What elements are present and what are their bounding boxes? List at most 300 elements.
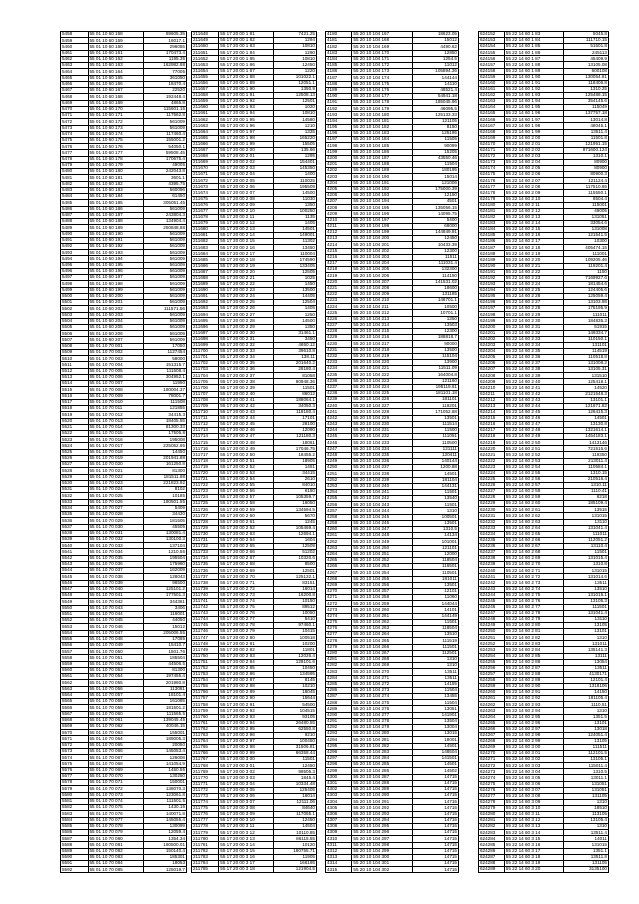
account-code-cell: 55 01 10 70 079 bbox=[89, 830, 144, 835]
amount-cell: 28100 bbox=[302, 422, 315, 427]
amount-cell: 561009 bbox=[169, 312, 185, 317]
account-code-cell: 55 01 10 70 084 bbox=[89, 861, 144, 866]
account-code-cell: 55 17 20 00 2 23 bbox=[219, 288, 274, 293]
row-id-cell: 211700 bbox=[192, 349, 219, 354]
account-code-cell: 55 20 10 104 188 bbox=[352, 162, 413, 167]
row-id-cell: 624205 bbox=[479, 355, 505, 360]
account-code-cell: 55 17 20 00 2 60 bbox=[219, 513, 274, 518]
row-id-cell: 4297 bbox=[326, 756, 352, 761]
ledger-table-a bbox=[60, 31, 187, 873]
amount-cell: 165220 bbox=[299, 135, 315, 140]
account-code-cell: 55 22 14 60 2 88 bbox=[505, 672, 564, 677]
amount-cell: 113081 bbox=[170, 686, 185, 691]
amount-cell: 1430.15 bbox=[168, 805, 185, 810]
account-code-cell: 55 22 14 60 2 75 bbox=[505, 593, 564, 598]
account-code-cell: 55 20 10 104 181 bbox=[352, 119, 413, 124]
row-id-cell: 4237 bbox=[326, 385, 352, 390]
amount-cell: 10050 bbox=[302, 610, 315, 616]
account-code-cell: 55 01 10 70 072 bbox=[89, 786, 144, 791]
row-id-cell: 4293 bbox=[326, 731, 352, 736]
account-code-cell: 55 20 10 104 227 bbox=[352, 403, 413, 408]
amount-cell: 111508.4 bbox=[166, 368, 185, 373]
row-id-cell: 211678 bbox=[192, 215, 219, 220]
amount-cell: 18045 bbox=[302, 690, 315, 695]
account-code-cell: 55 17 20 00 2 40 bbox=[219, 392, 274, 397]
row-id-cell: 624187 bbox=[479, 245, 505, 250]
row-id-cell: 211649 bbox=[192, 38, 219, 43]
row-id-cell: 624198 bbox=[479, 312, 505, 317]
row-id-cell: 211653 bbox=[192, 62, 219, 67]
account-code-cell: 55 01 10 70 041 bbox=[89, 593, 144, 598]
row-id-cell: 211712 bbox=[192, 422, 219, 427]
account-code-cell: 55 17 20 00 2 15 bbox=[219, 239, 274, 244]
account-code-cell: 55 01 10 60 165 bbox=[89, 76, 144, 81]
account-code-cell: 55 01 10 70 028 bbox=[89, 512, 144, 517]
row-id-cell: 5526 bbox=[61, 456, 89, 461]
amount-cell: 1310.25 bbox=[590, 86, 607, 92]
account-code-cell: 55 20 10 104 210 bbox=[352, 298, 413, 303]
amount-cell: 1135 bbox=[305, 214, 315, 220]
row-id-cell: 5567 bbox=[61, 712, 89, 717]
row-id-cell: 5492 bbox=[61, 244, 89, 249]
row-id-cell: 624245 bbox=[479, 599, 505, 604]
amount-cell: 1020 bbox=[304, 105, 315, 110]
row-id-cell: 4195 bbox=[326, 125, 352, 130]
account-code-cell: 55 17 20 00 1 97 bbox=[219, 130, 274, 135]
row-id-cell: 4230 bbox=[326, 341, 352, 346]
account-code-cell: 55 20 10 104 203 bbox=[352, 255, 413, 260]
account-code-cell: 55 17 20 00 3 13 bbox=[219, 836, 274, 841]
amount-cell: 81058 bbox=[302, 373, 315, 378]
account-code-cell: 55 20 10 104 167 bbox=[352, 32, 413, 37]
amount-cell: 7169927.6 bbox=[585, 275, 607, 280]
amount-cell: 721515.6 bbox=[587, 446, 607, 451]
account-code-cell: 55 17 20 00 2 56 bbox=[219, 489, 274, 494]
row-id-cell: 4284 bbox=[326, 676, 352, 681]
account-code-cell: 55 01 10 60 204 bbox=[89, 319, 144, 324]
row-id-cell: 624235 bbox=[479, 538, 505, 543]
row-id-cell: 624227 bbox=[479, 489, 505, 494]
row-id-cell: 5568 bbox=[61, 718, 89, 723]
amount-cell: 20050 bbox=[172, 742, 185, 748]
amount-cell: 111501 bbox=[442, 644, 457, 649]
row-id-cell: 211668 bbox=[192, 154, 219, 159]
account-code-cell: 55 17 20 00 2 17 bbox=[219, 251, 274, 256]
row-id-cell: 624230 bbox=[479, 507, 505, 512]
amount-cell: 15644 bbox=[302, 696, 315, 701]
amount-cell: 81300.33 bbox=[165, 424, 185, 430]
account-code-cell: 55 17 20 00 1 86 bbox=[219, 62, 274, 67]
account-code-cell: 55 17 20 00 3 11 bbox=[219, 824, 274, 829]
account-code-cell: 55 01 10 60 177 bbox=[89, 150, 144, 155]
amount-cell: 150001 bbox=[169, 780, 185, 785]
account-code-cell: 55 20 10 104 219 bbox=[352, 354, 413, 359]
amount-cell: 1295 bbox=[304, 153, 315, 159]
amount-cell: 13504 bbox=[444, 718, 457, 724]
amount-cell: 1310 bbox=[446, 656, 457, 662]
account-code-cell: 55 01 10 70 081 bbox=[89, 842, 144, 847]
account-code-cell: 55 01 10 60 178 bbox=[89, 157, 144, 162]
account-code-cell: 55 20 10 104 217 bbox=[352, 341, 413, 346]
account-code-cell: 55 22 14 60 2 80 bbox=[505, 623, 564, 628]
row-id-cell: 4283 bbox=[326, 669, 352, 674]
row-id-cell: 624270 bbox=[479, 751, 505, 756]
amount-cell: 13111 bbox=[594, 653, 607, 658]
account-code-cell: 55 20 10 104 266 bbox=[352, 645, 413, 650]
account-code-cell: 55 17 20 00 2 44 bbox=[219, 416, 274, 421]
amount-cell: 151315.7 bbox=[165, 362, 185, 367]
row-id-cell: 211719 bbox=[192, 465, 219, 470]
row-id-cell: 211710 bbox=[192, 410, 219, 415]
amount-cell: 115001 bbox=[591, 202, 607, 207]
row-id-cell: 4307 bbox=[326, 818, 352, 823]
account-code-cell: 55 20 10 104 248 bbox=[352, 533, 413, 538]
amount-cell: 14715 bbox=[444, 799, 457, 804]
row-id-cell: 211708 bbox=[192, 398, 219, 403]
row-id-cell: 624188 bbox=[479, 251, 505, 256]
account-code-cell: 55 20 10 104 297 bbox=[352, 836, 413, 841]
row-id-cell: 624183 bbox=[479, 221, 505, 226]
account-code-cell: 55 22 14 60 2 95 bbox=[505, 715, 564, 720]
row-id-cell: 624234 bbox=[479, 532, 505, 537]
row-id-cell: 211692 bbox=[192, 300, 219, 305]
account-code-cell: 55 20 10 104 270 bbox=[352, 669, 413, 674]
account-code-cell: 55 20 10 104 179 bbox=[352, 106, 413, 111]
amount-cell: 170473.4 bbox=[165, 50, 185, 56]
account-code-cell: 55 20 10 104 187 bbox=[352, 156, 413, 161]
amount-cell: 12509 bbox=[302, 543, 315, 549]
row-id-cell: 5534 bbox=[61, 506, 89, 511]
amount-cell: 18001 bbox=[444, 737, 457, 742]
account-code-cell: 55 20 10 104 173 bbox=[352, 69, 413, 74]
account-code-cell: 55 17 20 00 3 09 bbox=[219, 812, 274, 817]
row-id-cell: 211658 bbox=[192, 93, 219, 98]
amount-cell: 13054 bbox=[594, 659, 607, 664]
row-id-cell: 624169 bbox=[479, 136, 505, 141]
account-code-cell: 55 22 14 60 2 24 bbox=[505, 282, 564, 287]
amount-cell: 39610.8 bbox=[298, 348, 315, 354]
row-id-cell: 211696 bbox=[192, 325, 219, 330]
account-code-cell: 55 22 14 60 3 05 bbox=[505, 775, 564, 780]
account-code-cell: 55 17 20 00 3 08 bbox=[219, 806, 274, 811]
row-id-cell: 5539 bbox=[61, 537, 89, 542]
row-id-cell: 211693 bbox=[192, 306, 219, 311]
account-code-cell: 55 01 10 60 161 bbox=[89, 51, 144, 56]
row-id-cell: 211778 bbox=[192, 824, 219, 829]
row-id-cell: 624207 bbox=[479, 367, 505, 372]
row-id-cell: 4204 bbox=[326, 181, 352, 186]
row-id-cell: 211691 bbox=[192, 294, 219, 299]
row-id-cell: 624189 bbox=[479, 257, 505, 262]
account-code-cell: 55 01 10 70 033 bbox=[89, 543, 144, 548]
amount-cell: 17046.75 bbox=[295, 446, 315, 451]
amount-cell: 111519 bbox=[442, 638, 457, 643]
row-id-cell: 211758 bbox=[192, 702, 219, 707]
amount-cell: 13511.8 bbox=[590, 854, 607, 859]
row-id-cell: 5470 bbox=[61, 107, 89, 112]
row-id-cell: 624246 bbox=[479, 605, 505, 610]
row-id-cell: 211738 bbox=[192, 580, 219, 585]
account-code-cell: 55 17 20 00 2 45 bbox=[219, 422, 274, 427]
row-id-cell: 4223 bbox=[326, 298, 352, 303]
amount-cell: 1454183.1 bbox=[585, 434, 607, 439]
row-id-cell: 5505 bbox=[61, 325, 89, 330]
row-id-cell: 4185 bbox=[326, 63, 352, 68]
account-code-cell: 55 01 10 70 070 bbox=[89, 774, 144, 779]
amount-cell: 111011 bbox=[592, 531, 607, 536]
amount-cell: 13051 bbox=[444, 706, 457, 711]
account-code-cell: 55 22 14 60 2 38 bbox=[505, 367, 564, 372]
amount-cell: 14500 bbox=[302, 318, 315, 323]
account-code-cell: 55 17 20 00 2 80 bbox=[219, 635, 274, 640]
amount-cell: 114519 bbox=[591, 348, 607, 354]
account-code-cell: 55 01 10 70 058 bbox=[89, 699, 144, 704]
amount-cell: 213011.4 bbox=[588, 458, 607, 463]
amount-cell: 8504.4 bbox=[592, 196, 607, 201]
row-id-cell: 4208 bbox=[326, 205, 352, 210]
account-code-cell: 55 17 20 00 2 00 bbox=[219, 148, 274, 153]
row-id-cell: 624257 bbox=[479, 672, 505, 677]
row-id-cell: 4270 bbox=[326, 589, 352, 594]
amount-cell: 141054.9 bbox=[165, 761, 185, 766]
amount-cell: 180501.55 bbox=[163, 499, 185, 504]
amount-cell: 80948.36 bbox=[295, 379, 315, 384]
row-id-cell: 4246 bbox=[326, 440, 352, 445]
row-id-cell: 5566 bbox=[61, 705, 89, 710]
row-id-cell: 211714 bbox=[192, 434, 219, 439]
amount-cell: 11511 bbox=[444, 254, 457, 260]
amount-cell: 12501 bbox=[302, 568, 315, 573]
amount-cell: 16050 bbox=[302, 501, 315, 506]
account-code-cell: 55 20 10 104 233 bbox=[352, 440, 413, 445]
row-id-cell: 4256 bbox=[326, 502, 352, 507]
amount-cell: 1110.41 bbox=[591, 489, 607, 494]
row-id-cell: 4263 bbox=[326, 546, 352, 551]
account-code-cell: 55 22 14 60 2 21 bbox=[505, 264, 564, 269]
account-code-cell: 55 22 14 60 2 41 bbox=[505, 385, 564, 390]
account-code-cell: 55 22 14 60 1 86 bbox=[505, 50, 564, 55]
amount-cell: 135141.3 bbox=[587, 647, 607, 652]
row-id-cell: 5585 bbox=[61, 824, 89, 829]
amount-cell: 9210 bbox=[304, 732, 315, 738]
account-code-cell: 55 20 10 104 261 bbox=[352, 614, 413, 619]
account-code-cell: 55 17 20 00 1 83 bbox=[219, 44, 274, 49]
amount-cell: 44050 bbox=[172, 618, 185, 623]
account-code-cell: 55 17 20 00 1 89 bbox=[219, 81, 274, 86]
amount-cell: 14715 bbox=[444, 793, 457, 798]
amount-cell: 177501.3 bbox=[165, 593, 185, 598]
account-code-cell: 55 01 10 70 085 bbox=[89, 867, 144, 872]
account-code-cell: 55 01 10 70 032 bbox=[89, 537, 144, 542]
amount-cell: 121124.4 bbox=[588, 178, 607, 183]
amount-cell: 125132.1 bbox=[295, 574, 315, 579]
amount-cell: 111508 bbox=[170, 399, 185, 405]
amount-cell: 201640.2 bbox=[295, 361, 315, 366]
row-id-cell: 4192 bbox=[326, 106, 352, 111]
row-id-cell: 5535 bbox=[61, 512, 89, 517]
row-id-cell: 211716 bbox=[192, 446, 219, 451]
row-id-cell: 624209 bbox=[479, 379, 505, 384]
amount-cell: 1351.1 bbox=[592, 848, 607, 853]
account-code-cell: 55 01 10 60 201 bbox=[89, 300, 144, 305]
account-code-cell: 55 01 10 70 042 bbox=[89, 599, 144, 604]
account-code-cell: 55 20 10 104 247 bbox=[352, 527, 413, 532]
row-id-cell: 624179 bbox=[479, 197, 505, 202]
amount-cell: 561009 bbox=[169, 119, 185, 124]
row-id-cell: 5538 bbox=[61, 531, 89, 536]
row-id-cell: 624272 bbox=[479, 763, 505, 768]
row-id-cell: 624228 bbox=[479, 495, 505, 500]
row-id-cell: 4277 bbox=[326, 632, 352, 637]
row-id-cell: 5545 bbox=[61, 574, 89, 579]
account-code-cell: 55 20 10 104 277 bbox=[352, 713, 413, 718]
account-code-cell: 55 17 20 00 2 64 bbox=[219, 538, 274, 543]
row-id-cell: 624251 bbox=[479, 635, 505, 640]
row-id-cell: 4216 bbox=[326, 255, 352, 260]
account-code-cell: 55 17 20 00 2 27 bbox=[219, 312, 274, 317]
row-id-cell: 4217 bbox=[326, 261, 352, 266]
row-id-cell: 211676 bbox=[192, 203, 219, 208]
row-id-cell: 5487 bbox=[61, 213, 89, 218]
amount-cell: 195008 bbox=[169, 437, 185, 442]
amount-cell: 68000 bbox=[444, 223, 457, 229]
row-id-cell: 211671 bbox=[192, 172, 219, 177]
row-id-cell: 624177 bbox=[479, 184, 505, 189]
amount-cell: 14011 bbox=[594, 836, 607, 841]
amount-cell: 128101.6 bbox=[295, 659, 315, 664]
row-id-cell: 4244 bbox=[326, 428, 352, 433]
account-code-cell: 55 22 14 60 1 84 bbox=[505, 38, 564, 43]
amount-cell: 134594.5 bbox=[295, 507, 315, 512]
amount-cell: 160500.01 bbox=[163, 842, 185, 847]
account-code-cell: 55 17 20 00 2 08 bbox=[219, 197, 274, 202]
row-id-cell: 624285 bbox=[479, 842, 505, 847]
amount-cell: 11030 bbox=[302, 196, 315, 201]
row-id-cell: 624152 bbox=[479, 32, 505, 37]
row-id-cell: 624268 bbox=[479, 739, 505, 744]
account-code-cell: 55 22 14 60 2 18 bbox=[505, 245, 564, 250]
amount-cell: 14134 bbox=[444, 533, 457, 538]
account-code-cell: 55 20 10 104 202 bbox=[352, 249, 413, 254]
row-id-cell: 5555 bbox=[61, 637, 89, 642]
row-id-cell: 4247 bbox=[326, 447, 352, 452]
account-code-cell: 55 22 14 60 2 25 bbox=[505, 288, 564, 293]
amount-cell: 84640 bbox=[302, 805, 315, 811]
account-code-cell: 55 01 10 70 038 bbox=[89, 574, 144, 579]
amount-cell: 192448.4 bbox=[165, 94, 185, 99]
amount-cell: 1150 bbox=[597, 269, 607, 274]
account-code-cell: 55 22 14 60 1 85 bbox=[505, 44, 564, 49]
account-code-cell: 55 22 14 60 2 53 bbox=[505, 459, 564, 464]
account-code-cell: 55 01 10 60 205 bbox=[89, 325, 144, 330]
amount-cell: 131015.4 bbox=[587, 556, 607, 561]
amount-cell: 11501 bbox=[444, 502, 457, 507]
account-code-cell: 55 17 20 00 3 15 bbox=[219, 849, 274, 854]
account-code-cell: 55 22 14 60 3 01 bbox=[505, 751, 564, 756]
amount-cell: 13515 bbox=[594, 507, 607, 512]
row-id-cell: 211722 bbox=[192, 483, 219, 488]
row-id-cell: 624156 bbox=[479, 56, 505, 61]
amount-cell: 561009 bbox=[169, 206, 185, 211]
row-id-cell: 211701 bbox=[192, 355, 219, 360]
row-id-cell: 4221 bbox=[326, 286, 352, 291]
row-id-cell: 4214 bbox=[326, 242, 352, 247]
amount-cell: 243804.3 bbox=[165, 212, 185, 218]
account-code-cell: 55 01 10 70 052 bbox=[89, 662, 144, 667]
row-id-cell: 4188 bbox=[326, 82, 352, 87]
account-code-cell: 55 01 10 60 173 bbox=[89, 126, 144, 131]
amount-cell: 13105.3 bbox=[590, 598, 607, 603]
account-code-cell: 55 17 20 00 2 43 bbox=[219, 410, 274, 415]
account-code-cell: 55 22 14 60 2 34 bbox=[505, 343, 564, 348]
account-code-cell: 55 20 10 104 229 bbox=[352, 416, 413, 421]
row-id-cell: 624206 bbox=[479, 361, 505, 366]
account-code-cell: 55 20 10 104 189 bbox=[352, 168, 413, 173]
amount-cell: 144144 bbox=[441, 75, 457, 80]
account-code-cell: 55 22 14 60 2 11 bbox=[505, 203, 564, 208]
account-code-cell: 55 17 20 00 2 76 bbox=[219, 611, 274, 616]
row-id-cell: 5549 bbox=[61, 599, 89, 604]
amount-cell: 111501 bbox=[592, 604, 607, 610]
account-code-cell: 55 20 10 104 195 bbox=[352, 205, 413, 210]
amount-cell: 121160 bbox=[441, 378, 457, 383]
amount-cell: 12508.13 bbox=[295, 92, 315, 98]
amount-cell: 11505 bbox=[444, 137, 457, 142]
account-code-cell: 55 01 10 70 017 bbox=[89, 443, 144, 448]
amount-cell: 31461.1 bbox=[298, 330, 315, 335]
row-id-cell: 4206 bbox=[326, 193, 352, 198]
account-code-cell: 55 01 10 70 046 bbox=[89, 624, 144, 629]
amount-cell: 174590 bbox=[299, 257, 315, 262]
row-id-cell: 5509 bbox=[61, 350, 89, 355]
account-code-cell: 55 22 14 60 1 93 bbox=[505, 93, 564, 98]
row-id-cell: 4213 bbox=[326, 236, 352, 241]
row-id-cell: 5543 bbox=[61, 562, 89, 567]
amount-cell: 561009 bbox=[169, 281, 185, 286]
amount-cell: 1310.15 bbox=[590, 470, 607, 475]
row-id-cell: 211784 bbox=[192, 861, 219, 866]
amount-cell: 195119.61 bbox=[435, 384, 457, 389]
row-id-cell: 5481 bbox=[61, 175, 89, 180]
row-id-cell: 5459 bbox=[61, 38, 89, 43]
row-id-cell: 211753 bbox=[192, 672, 219, 677]
account-code-cell: 55 17 20 00 2 94 bbox=[219, 721, 274, 726]
row-id-cell: 5590 bbox=[61, 855, 89, 860]
account-code-cell: 55 01 10 70 021 bbox=[89, 468, 144, 473]
account-code-cell: 55 20 10 104 280 bbox=[352, 731, 413, 736]
amount-cell: 121006 bbox=[441, 180, 457, 185]
row-id-cell: 624213 bbox=[479, 404, 505, 409]
account-code-cell: 55 17 20 00 1 98 bbox=[219, 136, 274, 141]
row-id-cell: 5565 bbox=[61, 699, 89, 704]
amount-cell: 141531.02 bbox=[435, 279, 457, 284]
amount-cell: 10210 bbox=[302, 684, 315, 689]
account-code-cell: 55 20 10 104 204 bbox=[352, 261, 413, 266]
amount-cell: 90099 bbox=[444, 143, 457, 148]
account-code-cell: 55 17 20 00 2 21 bbox=[219, 276, 274, 281]
row-id-cell: 211715 bbox=[192, 440, 219, 445]
account-code-cell: 55 20 10 104 252 bbox=[352, 558, 413, 563]
amount-cell: 13455 bbox=[444, 694, 457, 699]
amount-cell: 14150 bbox=[594, 690, 607, 695]
account-code-cell: 55 17 20 00 2 24 bbox=[219, 294, 274, 299]
amount-cell: 181501.2 bbox=[165, 705, 185, 710]
amount-cell: 125133.33 bbox=[435, 112, 457, 117]
account-code-cell: 55 17 20 00 2 53 bbox=[219, 471, 274, 476]
row-id-cell: 4268 bbox=[326, 577, 352, 582]
account-code-cell: 55 22 14 60 2 94 bbox=[505, 708, 564, 713]
row-id-cell: 211745 bbox=[192, 623, 219, 628]
